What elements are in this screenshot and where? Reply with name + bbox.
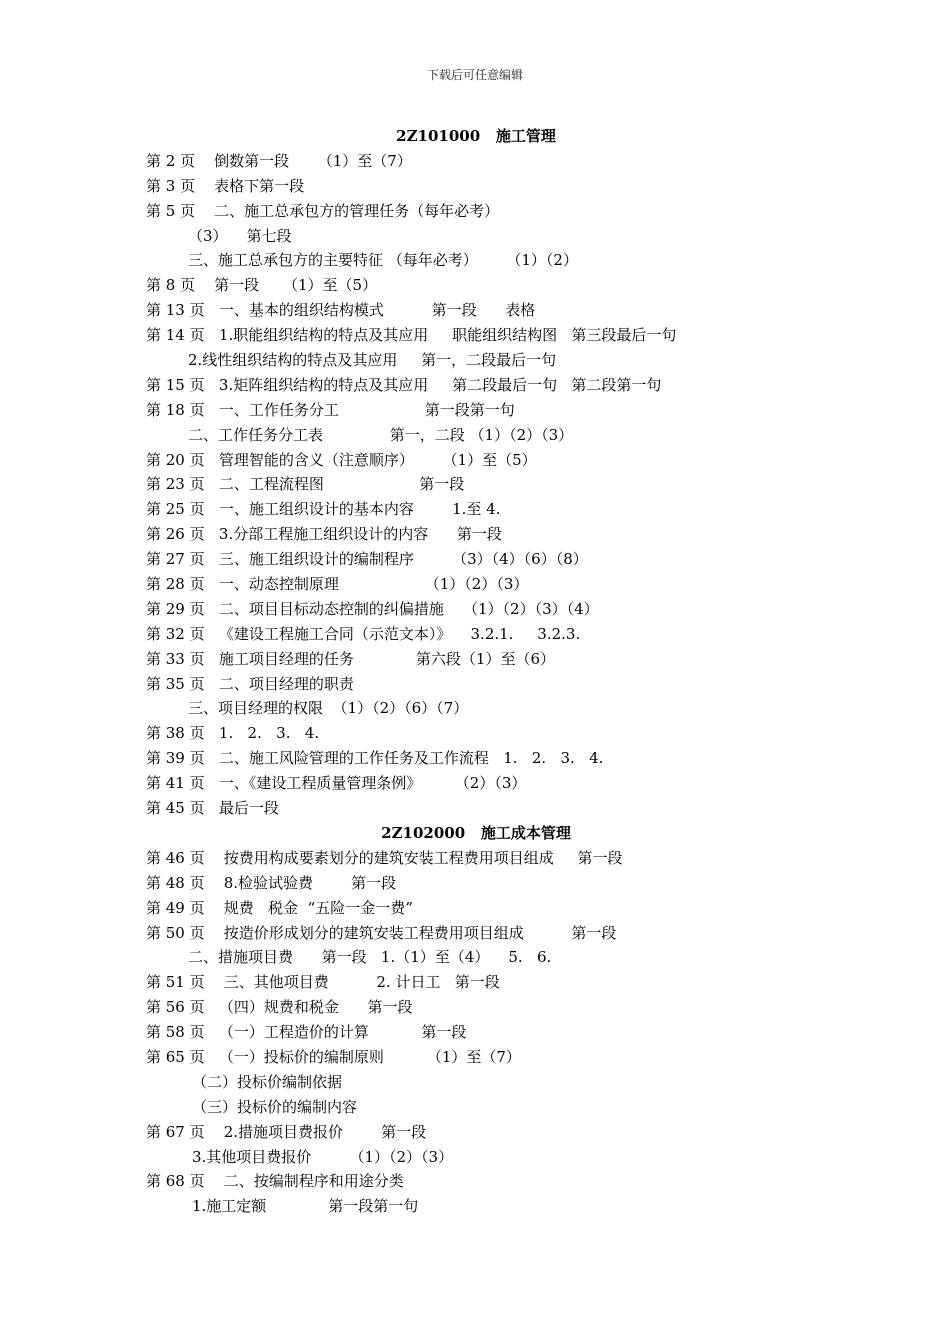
document-line: 第 8 页 第一段 （1）至（5） [146, 276, 378, 295]
document-line: 二、工作任务分工表 第一，二段 （1）（2）（3） [188, 425, 574, 444]
document-line: 第 32 页 《建设工程施工合同（示范文本）》 3.2.1. 3.2.3. [146, 624, 581, 643]
watermark-text: 下载后可任意编辑 [426, 68, 523, 82]
document-line: 第 26 页 3.分部工程施工组织设计的内容 第一段 [146, 525, 502, 544]
document-line: 第 39 页 二、施工风险管理的工作任务及工作流程 1. 2. 3. 4. [146, 749, 604, 768]
document-line: 第 58 页 （一）工程造价的计算 第一段 [146, 1023, 467, 1042]
document-line: 三、项目经理的权限 （1）（2）（6）（7） [188, 699, 469, 718]
document-line: 1.施工定额 第一段第一句 [192, 1197, 419, 1216]
document-line: 第 20 页 管理智能的含义（注意顺序） （1）至（5） [146, 450, 537, 469]
document-line: 第 67 页 2.措施项目费报价 第一段 [146, 1122, 427, 1141]
document-line: 第 25 页 一、施工组织设计的基本内容 1.至 4. [146, 500, 501, 519]
document-line: 第 15 页 3.矩阵组织结构的特点及其应用 第二段最后一句 第二段第一句 [146, 375, 662, 394]
document-line: 第 38 页 1. 2. 3. 4. [146, 724, 320, 743]
document-line: （3） 第七段 [188, 226, 292, 245]
document-line: 第 13 页 一、基本的组织结构模式 第一段 表格 [146, 301, 536, 320]
document-line: 第 68 页 二、按编制程序和用途分类 [146, 1172, 404, 1191]
document-line: 第 3 页 表格下第一段 [146, 176, 305, 195]
document-body [146, 124, 846, 1219]
document-line: 二、措施项目费 第一段 1.（1）至（4） 5. 6. [188, 948, 552, 967]
document-line: 第 27 页 三、施工组织设计的编制程序 （3）（4）（6）（8） [146, 550, 588, 569]
document-line: 第 14 页 1.职能组织结构的特点及其应用 职能组织结构图 第三段最后一句 [146, 326, 677, 345]
document-line: 第 56 页 （四）规费和税金 第一段 [146, 998, 413, 1017]
document-line: 第 48 页 8.检验试验费 第一段 [146, 873, 397, 892]
document-line: 第 18 页 一、工作任务分工 第一段第一句 [146, 400, 515, 419]
document-line: 第 23 页 二、工程流程图 第一段 [146, 475, 465, 494]
section-heading: 2Z101000 施工管理 [396, 127, 556, 145]
document-line: 第 28 页 一、动态控制原理 （1）（2）（3） [146, 575, 529, 594]
document-line: 3.其他项目费报价 （1）（2）（3） [192, 1147, 454, 1166]
document-line: 第 65 页 （一）投标价的编制原则 （1）至（7） [146, 1047, 521, 1066]
document-line: 第 41 页 一、《建设工程质量管理条例》 （2）（3） [146, 774, 527, 793]
document-line: 第 35 页 二、项目经理的职责 [146, 674, 354, 693]
document-line: 第 2 页 倒数第一段 （1）至（7） [146, 151, 412, 170]
document-line: 第 45 页 最后一段 [146, 799, 279, 818]
section-heading: 2Z102000 施工成本管理 [381, 823, 571, 842]
document-line: 第 5 页 二、施工总承包方的管理任务（每年必考） [146, 201, 500, 220]
document-line: 第 33 页 施工项目经理的任务 第六段（1）至（6） [146, 649, 556, 668]
document-line: 2.线性组织结构的特点及其应用 第一，二段最后一句 [188, 351, 557, 370]
document-line: （三）投标价的编制内容 [192, 1097, 358, 1116]
document-line: 第 29 页 二、项目目标动态控制的纠偏措施 （1）（2）（3）（4） [146, 599, 599, 618]
document-line: 第 46 页 按费用构成要素划分的建筑安装工程费用项目组成 第一段 [146, 848, 623, 867]
document-line: 第 49 页 规费 税金 “五险一金一费” [146, 898, 413, 917]
document-line: 第 50 页 按造价形成划分的建筑安装工程费用项目组成 第一段 [146, 923, 617, 942]
document-line: （二）投标价编制依据 [192, 1072, 343, 1091]
document-line: 第 51 页 三、其他项目费 2. 计日工 第一段 [146, 973, 500, 992]
document-line: 三、施工总承包方的主要特征 （每年必考） （1）（2） [188, 251, 578, 270]
